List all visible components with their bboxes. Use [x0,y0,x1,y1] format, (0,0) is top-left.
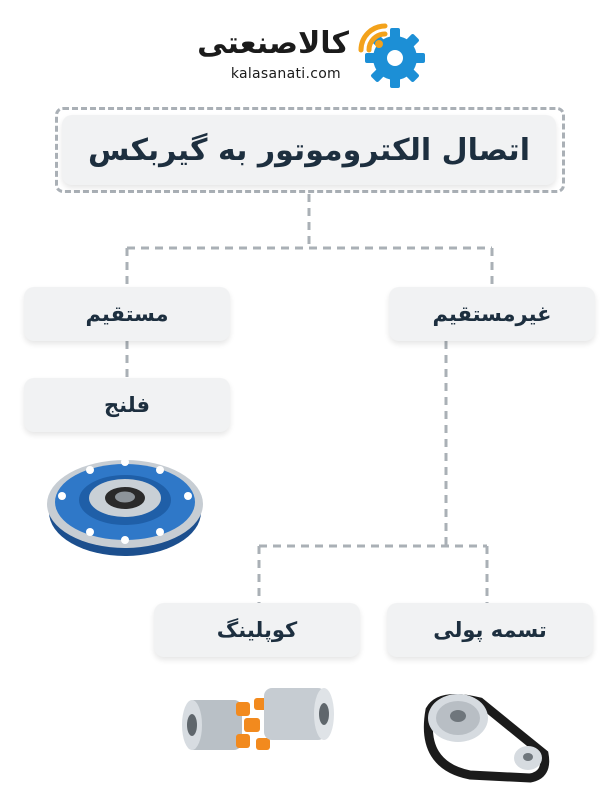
belt-pulley-image [410,680,555,790]
diagram-title: اتصال الکتروموتور به گیربکس [62,115,556,185]
node-indirect: غیرمستقیم [389,287,595,341]
node-coupling: کوپلینگ [154,603,360,657]
node-flange: فلنج [24,378,230,432]
flange-image [40,448,210,566]
logo-name: کالاصنعتی [197,26,349,61]
node-belt-pulley: تسمه پولی [387,603,593,657]
node-direct: مستقیم [24,287,230,341]
coupling-image [178,672,338,772]
logo-domain: kalasanati.com [230,66,341,82]
